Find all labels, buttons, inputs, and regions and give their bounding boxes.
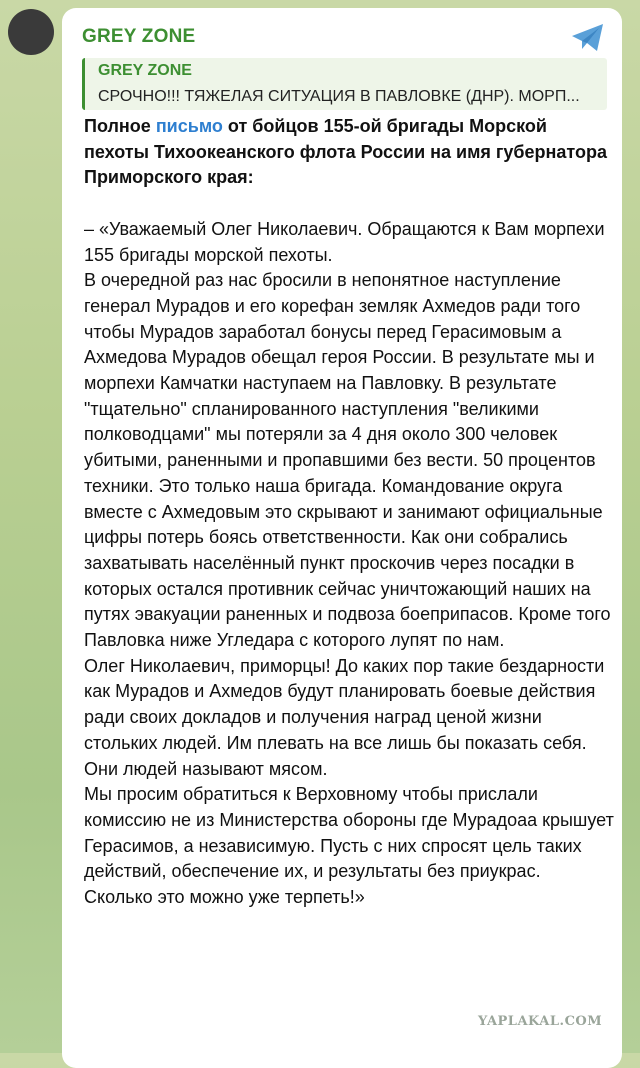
reply-channel-name: GREY ZONE bbox=[98, 62, 192, 79]
paragraph-gap bbox=[84, 191, 614, 217]
letter-link[interactable]: письмо bbox=[155, 116, 223, 136]
channel-avatar[interactable] bbox=[8, 9, 54, 55]
letter-paragraph-request: Мы просим обратиться к Верховному чтобы прислали комиссию не из Министерства обороны где Мурадоаа крышует Герасимов, а независимую. Пусть с них спросят цель таких действий, обеспечение их, и результаты без приукрас. bbox=[84, 784, 614, 882]
channel-name[interactable]: GREY ZONE bbox=[82, 26, 196, 47]
letter-closing: Сколько это можно уже терпеть!» bbox=[84, 887, 365, 908]
letter-paragraph-offensive: В очередной раз нас бросили в непонятное наступление генерал Мурадов и его корефан земляк Ахмедов ради того чтобы Мурадов заработал бонусы перед Герасимовым а Ахмедова Мурадов обещал героя России. В результате мы и морпехи Камчатки наступаем на Павловку. В результате "тщательно" спланированного наступления "великими полководцами" мы потеряли за 4 дня около 300 человек убитыми, раненными и пропавшими без вести. 50 процентов техники. Это только наша бригада. Командование округа вместе с Ахмедовым это скрывают и занимают официальные цифры потерь боясь ответственности. Как они собрались захватывать населённый пункт проскочив через посадки в которых остался противник сейчас уничтожающий наших на путях эвакуации раненных и подвоза боеприпасов. Кроме того Павловка ниже Угледара с которого лупят по нам. bbox=[84, 270, 611, 651]
heading-text-start: Полное bbox=[84, 116, 156, 136]
forwarded-reply[interactable] bbox=[82, 58, 607, 110]
message-text bbox=[84, 114, 614, 911]
letter-paragraph-appeal: Олег Николаевич, приморцы! До каких пор такие бездарности как Мурадов и Ахмедов будут планировать боевые действия ради своих докладов и получения наград ценой жизни стольких людей. Им плевать на все лишь бы показать себя. Они людей называют мясом. bbox=[84, 655, 605, 779]
reply-preview-text: СРОЧНО!!! ТЯЖЕЛАЯ СИТУАЦИЯ В ПАВЛОВКЕ (ДНР). МОРП... bbox=[98, 88, 580, 105]
heading-text-end: от бойцов 155-ой бригады Морской пехоты Тихоокеанского флота России на имя губернатора Приморского края: bbox=[84, 116, 608, 188]
letter-greeting: – «Уважаемый Олег Николаевич. Обращаются к Вам морпехи 155 бригады морской пехоты. bbox=[84, 218, 605, 265]
watermark: YAPLAKAL.COM bbox=[478, 1014, 603, 1029]
message-bubble bbox=[62, 8, 622, 1068]
message-heading bbox=[84, 114, 614, 191]
telegram-share-icon[interactable] bbox=[570, 22, 606, 54]
